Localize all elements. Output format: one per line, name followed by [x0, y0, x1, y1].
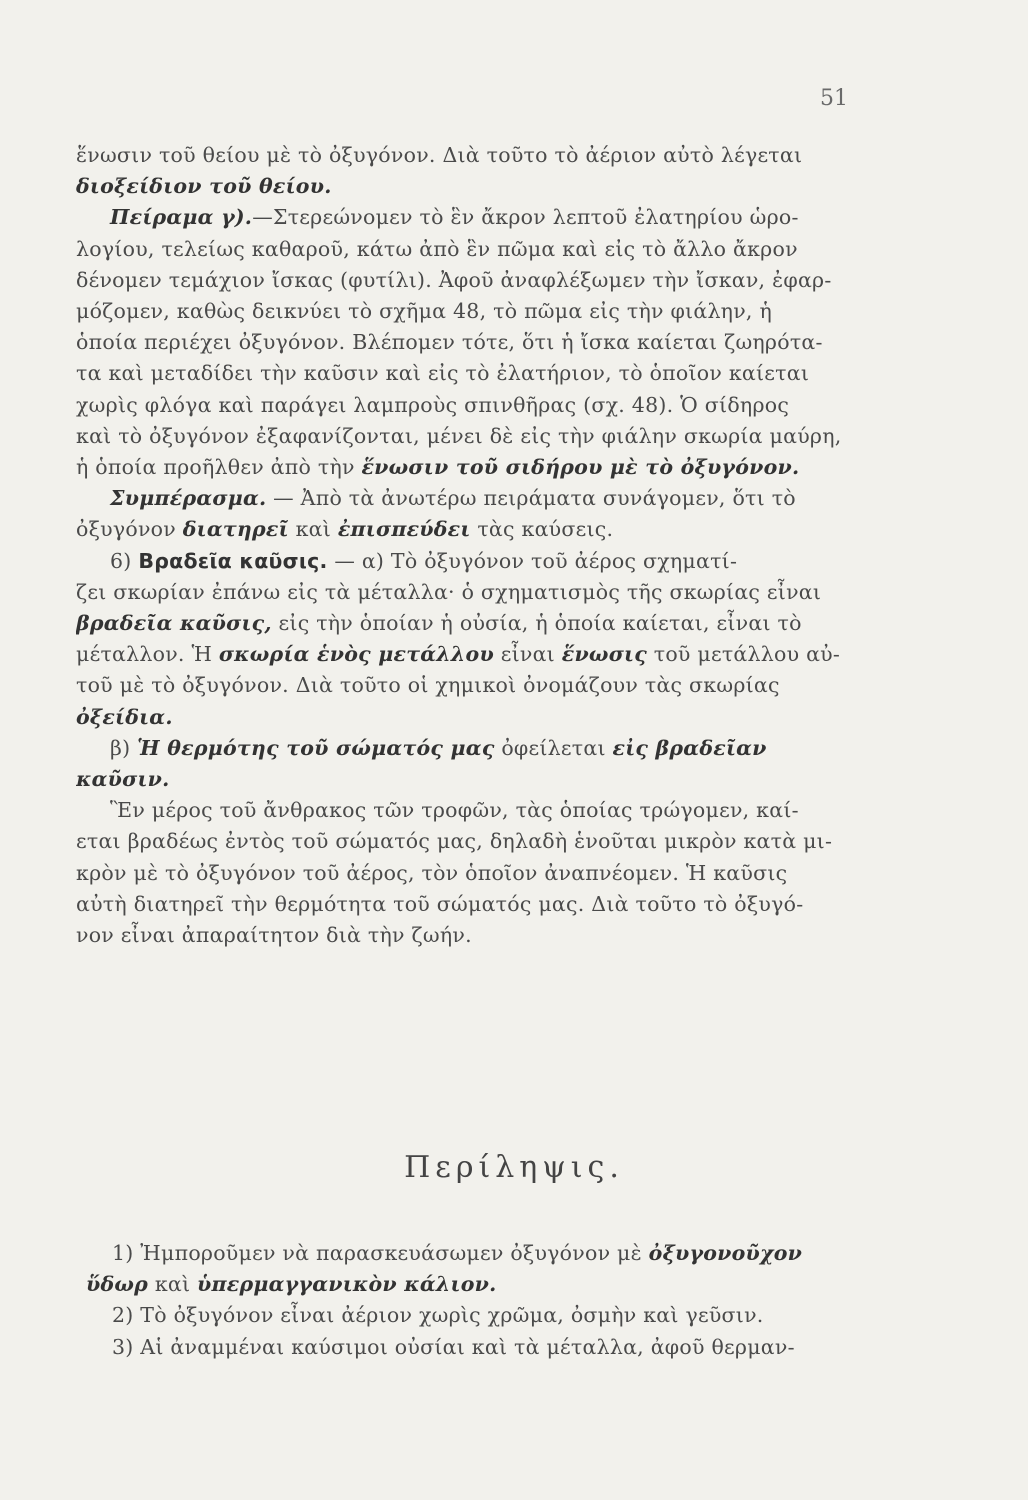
text-run: κρὸν μὲ τὸ ὀξυγόνον τοῦ ἀέρος, τὸν ὁποῖον ἀναπνέομεν. Ἡ καῦσις	[76, 860, 788, 885]
paragraph	[76, 202, 866, 483]
emphasis-text: διοξείδιον τοῦ θείου.	[76, 174, 332, 199]
text-run: — Ἀπὸ τὰ ἀνωτέρω πειράματα συνάγομεν, ὅτι τὸ	[266, 486, 796, 511]
text-run: 1) Ἠμποροῦμεν νὰ παρασκευάσωμεν ὀξυγόνον μὲ	[112, 1241, 649, 1265]
text-run: ὀφείλεται	[494, 735, 613, 760]
text-line	[76, 327, 866, 358]
summary-item	[86, 1300, 876, 1331]
text-run: 2) Τὸ ὀξυγόνον εἶναι ἀέριον χωρὶς χρῶμα, ὀσμὴν καὶ γεῦσιν.	[112, 1303, 764, 1328]
text-line	[86, 1238, 876, 1269]
emphasis-text: εἰς βραδεῖαν	[612, 735, 767, 760]
emphasis-text: ὑπερμαγγανικὸν κάλιον.	[197, 1272, 497, 1297]
emphasis-text: βραδεῖα καῦσις,	[76, 611, 272, 636]
text-line	[76, 265, 866, 296]
body-text	[76, 140, 866, 951]
emphasis-text: διατηρεῖ	[182, 517, 289, 542]
text-line	[86, 1332, 876, 1363]
paragraph	[76, 795, 866, 951]
text-run: ὀξυγόνον	[76, 517, 183, 542]
text-line	[76, 608, 866, 639]
text-line	[76, 639, 866, 670]
text-line	[76, 421, 866, 452]
text-run: δένομεν τεμάχιον ἴσκας (φυτίλι). Ἀφοῦ ἀναφλέξωμεν τὴν ἴσκαν, ἐφαρ-	[76, 267, 832, 292]
emphasis-text: ὕδωρ	[86, 1272, 149, 1297]
text-run: νον εἶναι ἀπαραίτητον διὰ τὴν ζωήν.	[76, 923, 472, 948]
emphasis-text: Συμπέρασμα.	[110, 486, 267, 511]
text-line	[76, 577, 866, 608]
text-run: ζει σκωρίαν ἐπάνω εἰς τὰ μέταλλα· ὁ σχηματισμὸς τῆς σκωρίας εἶναι	[76, 579, 822, 604]
page-number: 51	[820, 86, 848, 111]
text-run: μέταλλον. Ἡ	[76, 642, 219, 667]
emphasis-text: ἕνωσιν τοῦ σιδήρου μὲ τὸ ὀξυγόνον.	[361, 455, 800, 480]
text-run: τοῦ μὲ τὸ ὀξυγόνον. Διὰ τοῦτο οἱ χημικοὶ ὀνομάζουν τὰς σκωρίας	[76, 673, 780, 698]
text-line	[76, 764, 866, 795]
text-line	[76, 858, 866, 889]
text-run: καὶ τὸ ὀξυγόνον ἐξαφανίζονται, μένει δὲ εἰς τὴν φιάλην σκωρία μαύρη,	[76, 423, 842, 448]
emphasis-text: Ἡ θερμότης τοῦ σώματός μας	[137, 735, 495, 760]
text-run: ἕνωσιν τοῦ θείου μὲ τὸ ὀξυγόνον. Διὰ τοῦτο τὸ ἀέριον αὐτὸ λέγεται	[76, 143, 803, 167]
text-run: καὶ	[288, 517, 338, 542]
text-run: — α) Τὸ ὀξυγόνον τοῦ ἀέρος σχηματί-	[327, 548, 738, 573]
emphasis-text: ἕνωσις	[561, 642, 647, 667]
text-run: β)	[110, 735, 138, 760]
text-line	[76, 483, 866, 514]
text-run: εἰς τὴν ὁποίαν ἡ οὐσία, ἡ ὁποία καίεται, εἶναι τὸ	[271, 611, 802, 636]
text-run: 6)	[110, 548, 139, 573]
emphasis-text: ὀξυγονοῦχον	[648, 1241, 803, 1265]
text-run: χωρὶς φλόγα καὶ παράγει λαμπροὺς σπινθῆρας (σχ. 48). Ὁ σίδηρος	[76, 392, 790, 417]
text-line	[76, 889, 866, 920]
summary-item	[86, 1332, 876, 1363]
text-run: εἶναι	[493, 642, 562, 667]
text-run: μόζομεν, καθὼς δεικνύει τὸ σχῆμα 48, τὸ πῶμα εἰς τὴν φιάλην, ἡ	[76, 299, 772, 324]
text-line	[76, 358, 866, 389]
text-run: τοῦ μετάλλου αὐ-	[646, 642, 841, 667]
summary-item	[86, 1238, 876, 1300]
text-line	[76, 296, 866, 327]
paragraph	[76, 483, 866, 545]
summary-list	[86, 1238, 876, 1363]
text-line	[76, 670, 866, 701]
emphasis-text: Βραδεῖα καῦσις.	[138, 548, 328, 573]
text-line	[76, 514, 866, 545]
text-run: —Στερεώνομεν τὸ ἓν ἄκρον λεπτοῦ ἐλατηρίου ὡρο-	[252, 205, 799, 230]
text-line	[76, 234, 866, 265]
emphasis-text: ὀξείδια.	[76, 704, 173, 729]
text-line	[76, 171, 866, 202]
paragraph	[76, 546, 866, 733]
paragraph	[76, 733, 866, 795]
text-run: 3) Αἱ ἀναμμέναι καύσιμοι οὐσίαι καὶ τὰ μέταλλα, ἀφοῦ θερμαν-	[112, 1334, 795, 1359]
text-line	[76, 826, 866, 857]
emphasis-text: καῦσιν.	[76, 767, 170, 792]
text-run: καὶ	[148, 1272, 198, 1297]
text-run: λογίου, τελείως καθαροῦ, κάτω ἀπὸ ἓν πῶμα καὶ εἰς τὸ ἄλλο ἄκρον	[76, 236, 798, 261]
text-run: αὐτὴ διατηρεῖ τὴν θερμότητα τοῦ σώματός μας. Διὰ τοῦτο τὸ ὀξυγό-	[76, 891, 804, 916]
text-run: τα καὶ μεταδίδει τὴν καῦσιν καὶ εἰς τὸ ἐλατήριον, τὸ ὁποῖον καίεται	[76, 361, 810, 386]
text-line	[76, 390, 866, 421]
emphasis-text: ἐπισπεύδει	[337, 517, 471, 542]
text-run: τὰς καύσεις.	[470, 517, 614, 542]
emphasis-text: σκωρία ἑνὸς μετάλλου	[218, 642, 494, 667]
text-line	[76, 140, 866, 171]
text-line	[76, 202, 866, 233]
text-run: ὁποία περιέχει ὀξυγόνον. Βλέπομεν τότε, ὅτι ἡ ἴσκα καίεται ζωηρότα-	[76, 330, 823, 355]
text-line	[76, 702, 866, 733]
text-line	[76, 733, 866, 764]
text-run: Ἓν μέρος τοῦ ἄνθρακος τῶν τροφῶν, τὰς ὁποίας τρώγομεν, καί-	[110, 798, 799, 823]
paragraph	[76, 140, 866, 202]
emphasis-text: Πείραμα γ).	[110, 205, 253, 230]
text-line	[76, 920, 866, 951]
text-line	[76, 452, 866, 483]
text-line	[76, 795, 866, 826]
text-line	[76, 546, 866, 577]
text-run: εται βραδέως ἐντὸς τοῦ σώματός μας, δηλαδὴ ἑνοῦται μικρὸν κατὰ μι-	[76, 829, 833, 854]
text-run: ἡ ὁποία προῆλθεν ἀπὸ τὴν	[76, 455, 362, 480]
text-line	[86, 1300, 876, 1331]
text-line	[86, 1269, 876, 1300]
section-heading: Περίληψις.	[404, 1150, 624, 1185]
